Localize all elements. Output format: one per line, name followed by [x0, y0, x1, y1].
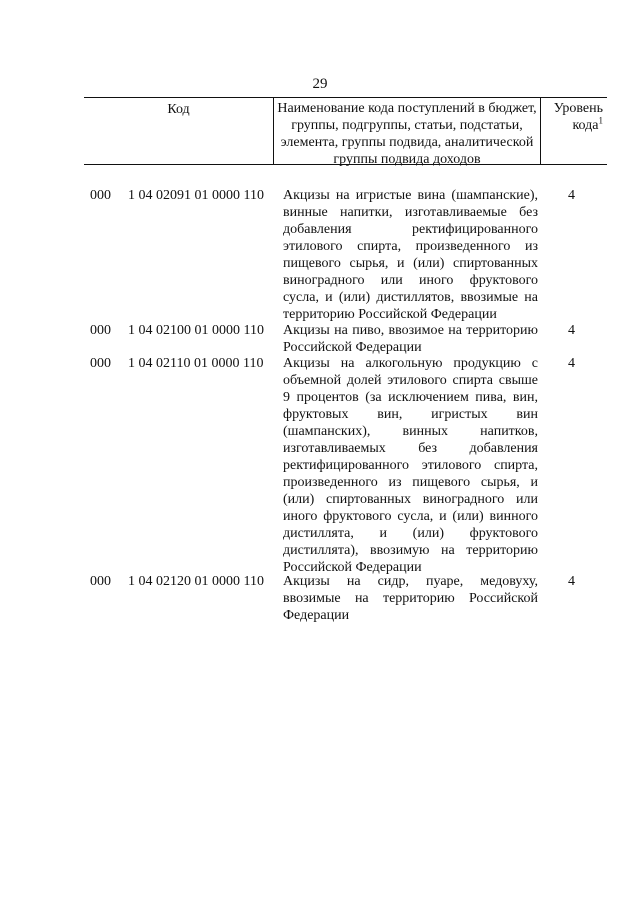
header-level — [541, 98, 607, 164]
revenue-name: Акцизы на алкогольную продукцию с объемной долей этилового спирта свыше 9 процентов (за исключением пива, вин, фруктовых вин, игристых вин (шампанских), винных напитков, изготавливаемых без добавления ректифицированного этилового спирта, произведенного из пищевого сырья, и (или) спиртованных виноградного или иного фруктового сусла, и (или) винного дистиллята, и (или) фруктового дистиллята), ввозимую на территорию Российской Федерации — [283, 356, 538, 575]
code-level: 4 — [568, 574, 575, 589]
admin-code: 000 — [90, 323, 111, 338]
revenue-name: Акцизы на сидр, пуаре, медовуху, ввозимые на территорию Российской Федерации — [283, 574, 538, 623]
table-header — [84, 97, 607, 165]
header-code: Код — [167, 102, 190, 117]
footnote-marker: 1 — [598, 115, 603, 126]
admin-code: 000 — [90, 574, 111, 589]
revenue-name: Акцизы на игристые вина (шампанские), винные напитки, изготавливаемые без добавления ректифицированного этилового спирта, произведенного из пищевого сырья, и (или) спиртованных виноградного или иного фруктового сусла, и (или) дистиллятов, ввозимые на территорию Российской Федерации — [283, 188, 538, 322]
revenue-code: 1 04 02110 01 0000 110 — [128, 356, 264, 371]
revenue-code: 1 04 02120 01 0000 110 — [128, 574, 264, 589]
revenue-code: 1 04 02091 01 0000 110 — [128, 188, 264, 203]
admin-code: 000 — [90, 356, 111, 371]
header-level-label: Уровень кода — [553, 101, 603, 133]
code-level: 4 — [568, 188, 575, 203]
header-name: Наименование кода поступлений в бюджет, группы, подгруппы, статьи, подстатьи, элемента, группы подвида, аналитической группы подвида доходов — [273, 98, 541, 164]
revenue-code: 1 04 02100 01 0000 110 — [128, 323, 264, 338]
revenue-name: Акцизы на пиво, ввозимое на территорию Российской Федерации — [283, 323, 538, 355]
page-number: 29 — [312, 76, 328, 92]
code-level: 4 — [568, 323, 575, 338]
admin-code: 000 — [90, 188, 111, 203]
code-level: 4 — [568, 356, 575, 371]
